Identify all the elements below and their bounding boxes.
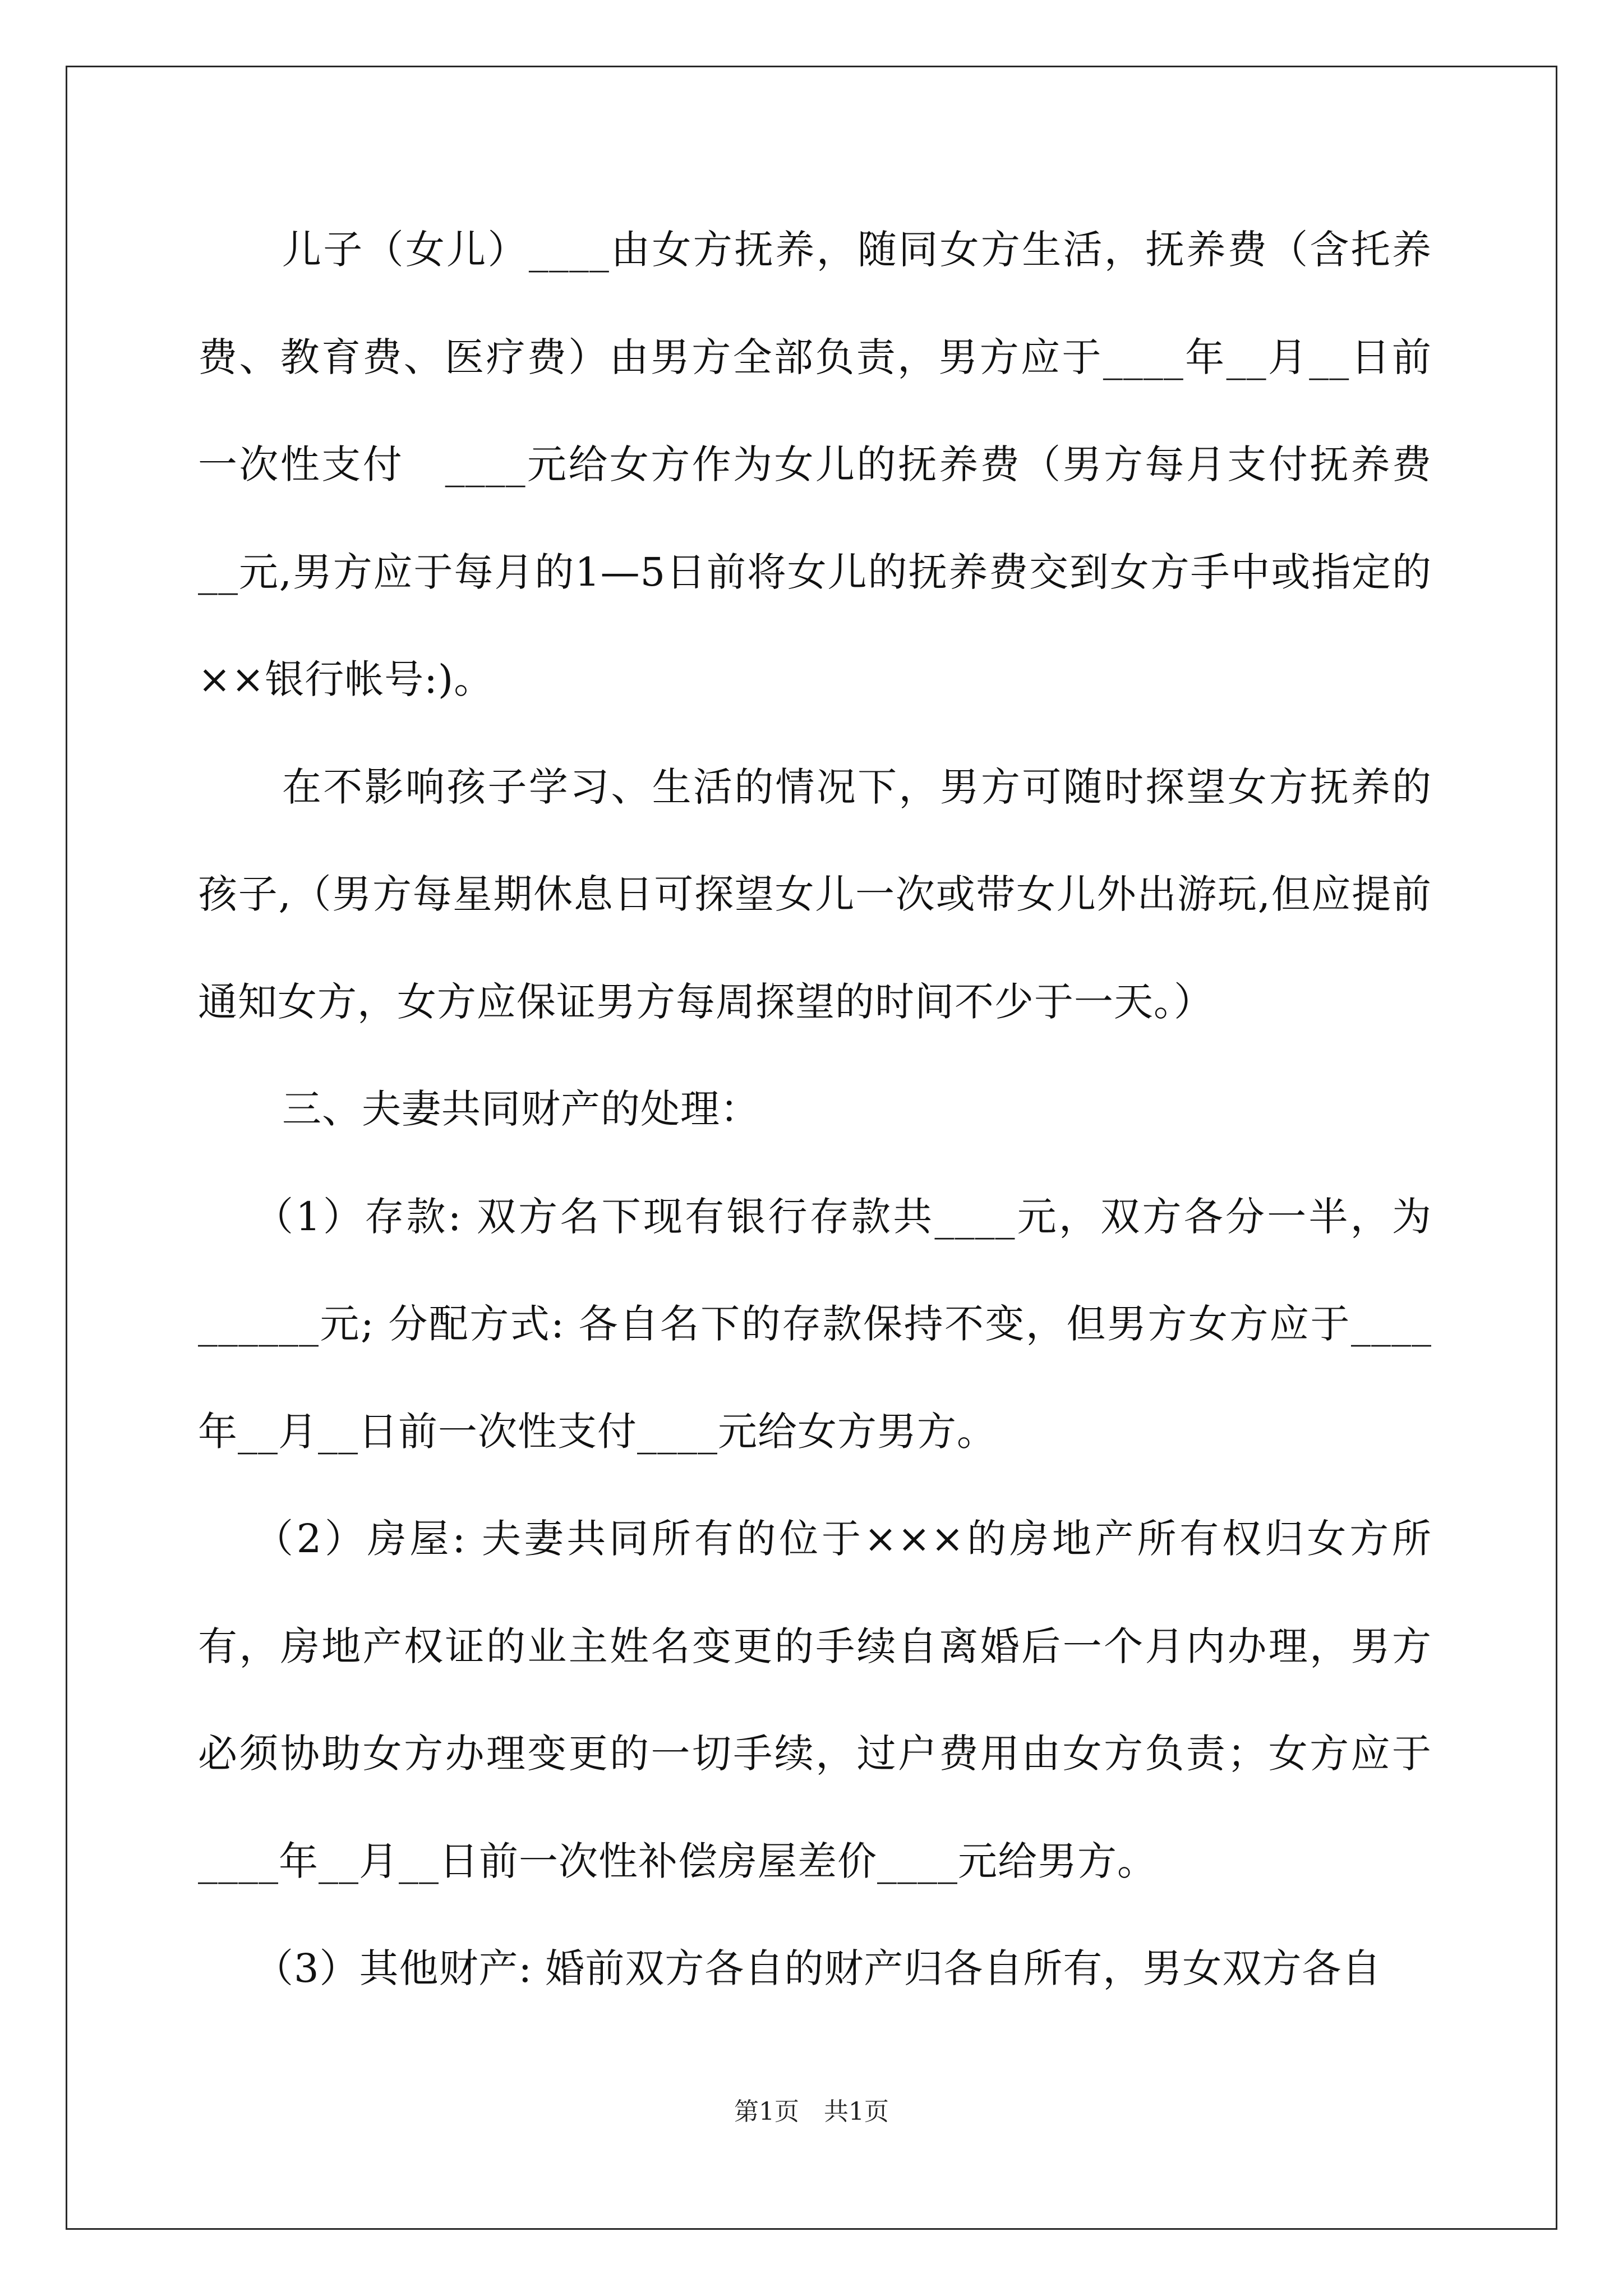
paragraph-other-property: （3）其他财产: 婚前双方各自的财产归各自所有，男女双方各自 <box>254 1945 1382 1991</box>
section-heading-property: 三、夫妻共同财产的处理： <box>282 1086 760 1132</box>
paragraph-visitation: 在不影响孩子学习、生活的情况下，男方可随时探望女方抚养的孩子,（男方每星期休息日可探望女儿一次或带女儿外出游玩,但应提前通知女方，女方应保证男方每周探望的时间不少于一天。） <box>198 763 1432 1025</box>
paragraph-child-support: 儿子（女儿）____由女方抚养，随同女方生活，抚养费（含托养费、教育费、医疗费）由男方全部负责，男方应于____年__月__日前一次性支付 ____元给女方作为女儿的抚养费（男方每月支付抚养费__元,男方应于每月的1—5日前将女儿的抚养费交到女方手中或指定的××银行帐号:)。 <box>198 227 1432 702</box>
document-body <box>198 196 1432 2023</box>
paragraph-house: （2）房屋: 夫妻共同所有的位于×××的房地产所有权归女方所有，房地产权证的业主姓名变更的手续自离婚后一个月内办理，男方必须协助女方办理变更的一切手续，过户费用由女方负责；女方应于____年__月__日前一次性补偿房屋差价____元给男方。 <box>198 1516 1432 1884</box>
page-number-footer: 第1页 共1页 <box>734 2097 889 2126</box>
paragraph-deposits: （1）存款: 双方名下现有银行存款共____元，双方各分一半，为______元; 分配方式: 各自名下的存款保持不变，但男方女方应于____年__月__日前一次性支付____元给女方男方。 <box>198 1193 1432 1455</box>
